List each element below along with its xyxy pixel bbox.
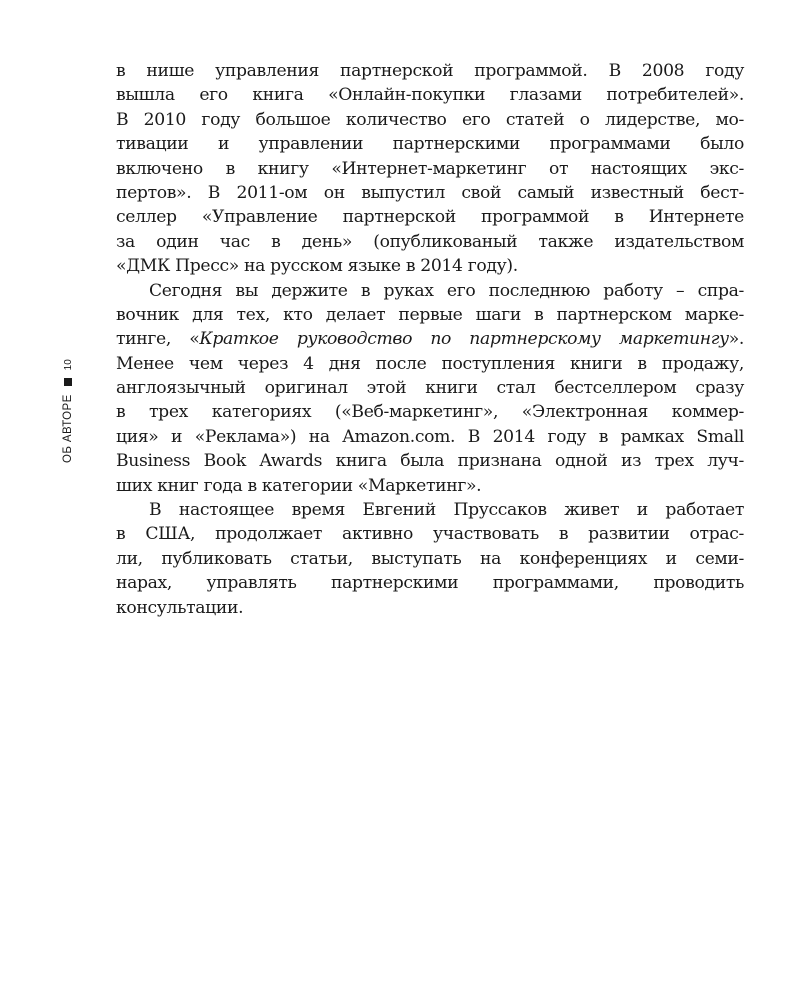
text-line: в нише управления партнерской программой. В 2008 году — [116, 61, 744, 81]
text-line: Менее чем через 4 дня после поступления книги в продажу, — [116, 353, 744, 374]
text-line: в США, продолжает активно участвовать в развитии отрас- — [116, 524, 744, 545]
text-line: англоязычный оригинал этой книги стал бестселлером сразу — [116, 378, 744, 399]
text-line: селлер «Управление партнерской программой в Интернете — [116, 207, 744, 228]
page-number: 10 — [62, 359, 74, 371]
text-line: Business Book Awards книга была признана одной из трех луч- — [116, 451, 744, 472]
text-fragment: ». — [728, 329, 744, 350]
text-line: тивации и управлении партнерскими программами было — [116, 134, 744, 155]
square-bullet-icon — [64, 378, 72, 386]
text-line: ли, публиковать статьи, выступать на конференциях и семи- — [116, 548, 744, 569]
text-line: в трех категориях («Веб-маркетинг», «Электронная коммер- — [116, 402, 744, 423]
text-line: ция» и «Реклама») на Amazon.com. В 2014 году в рамках Small — [116, 426, 744, 447]
text-line: включено в книгу «Интернет-маркетинг от настоящих экс- — [116, 158, 744, 179]
running-head-inner — [60, 359, 76, 463]
text-line-mixed — [116, 327, 744, 351]
body-text — [116, 59, 744, 620]
text-line: «ДМК Пресс» на русском языке в 2014 году). — [116, 256, 518, 277]
text-line: В 2010 году большое количество его статей о лидерстве, мо- — [116, 109, 744, 130]
text-line: В настоящее время Евгений Пруссаков живет и работает — [149, 500, 744, 521]
text-line: пертов». В 2011-ом он выпустил свой самый известный бест- — [116, 182, 744, 203]
running-head — [58, 355, 78, 465]
text-line: вышла его книга «Онлайн-покупки глазами потребителей». — [116, 85, 744, 106]
running-head-section: ОБ АВТОРЕ — [62, 394, 74, 463]
text-fragment: тинге, « — [116, 329, 200, 350]
text-line: ших книг года в категории «Маркетинг». — [116, 475, 482, 496]
text-line: за один час в день» (опубликованый также издательством — [116, 231, 744, 252]
text-line: консультации. — [116, 597, 244, 618]
book-title-italic: Краткое руководство по партнерскому маркетингу — [199, 329, 729, 350]
text-line: нарах, управлять партнерскими программами, проводить — [116, 573, 744, 594]
text-line: Сегодня вы держите в руках его последнюю работу – спра- — [149, 280, 744, 301]
text-line: вочник для тех, кто делает первые шаги в партнерском марке- — [116, 304, 744, 325]
